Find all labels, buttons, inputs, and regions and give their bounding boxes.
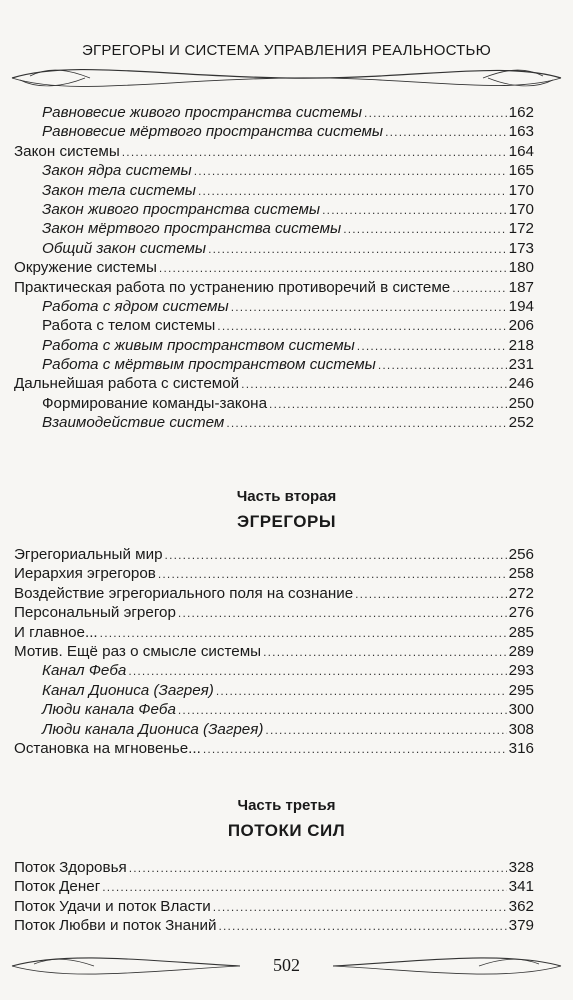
- toc-entry-page: 162: [508, 104, 534, 121]
- toc-entry: [14, 103, 534, 122]
- toc-entry: [14, 916, 534, 935]
- toc-entry-title: Общий закон системы: [42, 239, 207, 257]
- toc-entry: [14, 545, 534, 564]
- toc-entry-page: 165: [508, 162, 534, 180]
- toc-entry-page: 256: [508, 546, 534, 563]
- toc-entry-page: 276: [508, 604, 534, 622]
- toc-entry-title: И главное...: [14, 623, 98, 641]
- toc-entry-page: 231: [508, 356, 534, 374]
- toc-entry-title: Поток Удачи и поток Власти: [14, 897, 211, 915]
- dot-leader: [158, 565, 507, 584]
- dot-leader: [178, 604, 507, 623]
- toc-entry-title: Канал Феба: [42, 662, 127, 680]
- dot-leader: [226, 414, 506, 433]
- toc-entry-title: Закон тела системы: [42, 181, 196, 199]
- toc-entry: [14, 877, 534, 896]
- toc-entry-page: 252: [508, 414, 534, 432]
- dot-leader: [129, 859, 507, 878]
- toc-entry-page: 379: [508, 917, 534, 935]
- toc-entry-page: 194: [508, 297, 534, 315]
- toc-entry-page: 206: [508, 317, 534, 335]
- dot-leader: [241, 375, 507, 394]
- dot-leader: [165, 546, 507, 565]
- toc-entry-page: 218: [508, 336, 534, 354]
- part-three-label: Часть третья: [237, 797, 336, 814]
- dot-leader: [322, 201, 507, 220]
- toc-entry: [14, 858, 534, 877]
- toc-entry-title: Иерархия эгрегоров: [14, 565, 156, 583]
- dot-leader: [263, 643, 507, 662]
- toc-entry: [14, 413, 534, 432]
- toc-entry-page: 289: [508, 642, 534, 660]
- part-two-title: ЭГРЕГОРЫ: [236, 512, 337, 531]
- toc-entry-title: Поток Любви и поток Знаний: [14, 917, 217, 935]
- dot-leader: [216, 682, 507, 701]
- toc-entry-title: Работа с мёртвым пространством системы: [42, 356, 376, 374]
- toc-entry: [14, 642, 534, 661]
- dot-leader: [194, 162, 507, 181]
- toc-entry-title: Закон мёртвого пространства системы: [42, 220, 342, 238]
- toc-entry-title: Окружение системы: [14, 259, 157, 277]
- toc-entry: [14, 584, 534, 603]
- toc-entry-page: 295: [508, 681, 534, 699]
- toc-entry-page: 341: [508, 878, 534, 896]
- toc-entry-page: 172: [508, 220, 534, 238]
- toc-entry-page: 328: [508, 859, 534, 876]
- toc-entry-title: Поток Денег: [14, 878, 101, 896]
- dot-leader: [218, 917, 506, 936]
- toc-entry-title: Закон живого пространства системы: [42, 200, 321, 218]
- toc-entry: [14, 297, 534, 316]
- part-three-title: ПОТОКИ СИЛ: [227, 821, 346, 840]
- toc-entry: [14, 681, 534, 700]
- dot-leader: [269, 395, 507, 414]
- toc-entry: [14, 278, 534, 297]
- toc-entry-page: 293: [508, 662, 534, 680]
- toc-entry: [14, 258, 534, 277]
- toc-entry-title: Равновесие мёртвого пространства системы: [42, 123, 384, 141]
- toc-entry-title: Воздействие эгрегориального поля на сознание: [14, 584, 354, 602]
- part-two-label: Часть вторая: [236, 488, 337, 505]
- toc-entry-page: 173: [508, 239, 534, 257]
- dot-leader: [355, 585, 507, 604]
- dot-leader: [102, 878, 506, 897]
- toc-entry-title: Практическая работа по устранению противоречий в системе: [14, 278, 451, 296]
- toc-entry-title: Остановка на мгновенье...: [14, 739, 201, 757]
- toc-entry-page: 285: [508, 623, 534, 641]
- toc-entry-title: Работа с телом системы: [42, 317, 216, 335]
- top-flourish-ornament: [10, 56, 563, 100]
- toc-entry: [14, 200, 534, 219]
- toc-entry: [14, 739, 534, 758]
- toc-entry: [14, 239, 534, 258]
- dot-leader: [217, 317, 506, 336]
- toc-entry-page: 163: [508, 123, 534, 141]
- toc-entry-title: Равновесие живого пространства системы: [42, 104, 363, 121]
- toc-entry-page: 246: [508, 375, 534, 393]
- toc-entry: [14, 355, 534, 374]
- toc-entry-page: 308: [508, 720, 534, 738]
- toc-entry-title: Эгрегориальный мир: [14, 546, 163, 563]
- toc-entry-page: 272: [508, 584, 534, 602]
- toc-entry: [14, 720, 534, 739]
- dot-leader: [208, 240, 507, 259]
- toc-entry-title: Закон ядра системы: [42, 162, 192, 180]
- dot-leader: [231, 298, 507, 317]
- toc-entry-title: Люди канала Феба: [42, 701, 176, 719]
- dot-leader: [265, 721, 506, 740]
- toc-entry: [14, 142, 534, 161]
- toc-entry-page: 362: [508, 897, 534, 915]
- toc-entry-title: Персональный эгрегор: [14, 604, 176, 622]
- dot-leader: [213, 898, 507, 917]
- toc-entry: [14, 219, 534, 238]
- toc-entry: [14, 564, 534, 583]
- toc-entry: [14, 661, 534, 680]
- toc-entry-title: Мотив. Ещё раз о смысле системы: [14, 642, 262, 660]
- toc-entry: [14, 623, 534, 642]
- dot-leader: [385, 123, 507, 142]
- dot-leader: [378, 356, 507, 375]
- toc-entry: [14, 394, 534, 413]
- dot-leader: [128, 662, 506, 681]
- dot-leader: [178, 701, 507, 720]
- toc-entry-title: Закон системы: [14, 142, 120, 160]
- dot-leader: [100, 624, 507, 643]
- toc-part-three: [14, 858, 534, 936]
- toc-entry: [14, 336, 534, 355]
- dot-leader: [357, 337, 507, 356]
- toc-entry: [14, 316, 534, 335]
- toc-entry-title: Люди канала Диониса (Загрея): [42, 720, 264, 738]
- toc-entry-page: 258: [508, 565, 534, 583]
- toc-entry: [14, 897, 534, 916]
- page-number: 502: [273, 955, 300, 975]
- toc-entry-page: 316: [508, 739, 534, 757]
- toc-entry-page: 180: [508, 259, 534, 277]
- toc-entry: [14, 161, 534, 180]
- toc-entry: [14, 603, 534, 622]
- toc-entry-title: Дальнейшая работа с системой: [14, 375, 240, 393]
- toc-entry: [14, 700, 534, 719]
- toc-entry-page: 300: [508, 701, 534, 719]
- toc-entry-page: 187: [508, 278, 534, 296]
- dot-leader: [203, 740, 507, 759]
- toc-entry-title: Работа с ядром системы: [42, 297, 229, 315]
- toc-entry-page: 170: [508, 200, 534, 218]
- toc-entry: [14, 122, 534, 141]
- toc-entry-title: Поток Здоровья: [14, 859, 127, 876]
- toc-part-two: [14, 545, 534, 758]
- dot-leader: [198, 182, 507, 201]
- toc-entry-title: Работа с живым пространством системы: [42, 336, 355, 354]
- dot-leader: [364, 104, 507, 123]
- dot-leader: [452, 279, 506, 298]
- toc-entry-page: 164: [508, 142, 534, 160]
- toc-entry-page: 170: [508, 181, 534, 199]
- running-title: ЭГРЕГОРЫ И СИСТЕМА УПРАВЛЕНИЯ РЕАЛЬНОСТЬЮ: [82, 42, 491, 59]
- toc-entry-title: Взаимодействие систем: [42, 414, 225, 432]
- toc-entry-title: Канал Диониса (Загрея): [42, 681, 214, 699]
- dot-leader: [122, 143, 507, 162]
- toc-entry: [14, 181, 534, 200]
- toc-entry: [14, 374, 534, 393]
- dot-leader: [343, 220, 506, 239]
- toc-entry-title: Формирование команды-закона: [42, 394, 268, 412]
- toc-entry-page: 250: [508, 394, 534, 412]
- dot-leader: [159, 259, 507, 278]
- toc-section-continued: [14, 103, 534, 433]
